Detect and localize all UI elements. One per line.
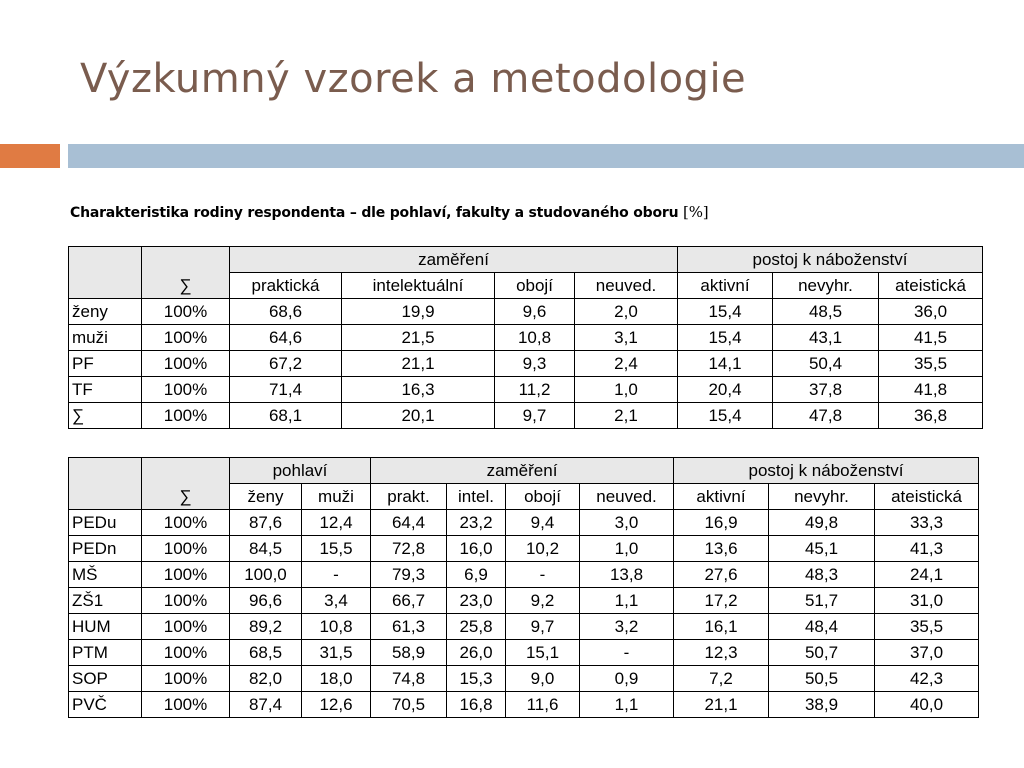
table-cell: 23,2 — [447, 510, 506, 536]
table-cell: 3,2 — [580, 614, 674, 640]
table-cell: 49,8 — [769, 510, 875, 536]
table-body — [69, 510, 979, 718]
table-cell: 100% — [142, 562, 230, 588]
table-cell: 68,1 — [230, 403, 342, 429]
row-label: PEDn — [69, 536, 142, 562]
table-cell: 35,5 — [879, 351, 983, 377]
corner-cell — [69, 458, 142, 510]
sub-header-cell: ateistická — [875, 484, 979, 510]
table-cell: 7,2 — [674, 666, 769, 692]
sum-header: ∑ — [142, 458, 230, 510]
row-label: PEDu — [69, 510, 142, 536]
table-cell: 20,4 — [678, 377, 773, 403]
table-cell: 82,0 — [230, 666, 302, 692]
group-header-orientation: zaměření — [230, 247, 678, 273]
table-body — [69, 299, 983, 429]
table-row — [69, 640, 979, 666]
table-cell: 100% — [142, 510, 230, 536]
group-header-religion: postoj k náboženství — [678, 247, 983, 273]
group-header-religion: postoj k náboženství — [674, 458, 979, 484]
table-cell: - — [302, 562, 371, 588]
table-row — [69, 299, 983, 325]
table-row — [69, 588, 979, 614]
corner-cell — [69, 247, 142, 299]
table-cell: 50,4 — [773, 351, 879, 377]
row-label: MŠ — [69, 562, 142, 588]
table-cell: 31,0 — [875, 588, 979, 614]
table-cell: 21,1 — [674, 692, 769, 718]
table-cell: 15,4 — [678, 299, 773, 325]
table-row — [69, 325, 983, 351]
accent-bar-blue — [68, 144, 1024, 168]
caption-unit: [%] — [683, 203, 709, 221]
table-cell: 21,5 — [342, 325, 495, 351]
table-cell: 48,5 — [773, 299, 879, 325]
accent-bar-orange — [0, 144, 60, 168]
table-family-by-field — [68, 457, 979, 718]
row-label: TF — [69, 377, 142, 403]
table-cell: 12,3 — [674, 640, 769, 666]
table-cell: 26,0 — [447, 640, 506, 666]
table-cell: 66,7 — [371, 588, 447, 614]
table-cell: 100,0 — [230, 562, 302, 588]
table-cell: 96,6 — [230, 588, 302, 614]
table-cell: 100% — [142, 325, 230, 351]
table-cell: 13,6 — [674, 536, 769, 562]
table-cell: 3,4 — [302, 588, 371, 614]
table-cell: 3,0 — [580, 510, 674, 536]
table-cell: 87,4 — [230, 692, 302, 718]
sub-header-cell: ženy — [230, 484, 302, 510]
table-row — [69, 510, 979, 536]
table-row — [69, 536, 979, 562]
table-cell: 64,4 — [371, 510, 447, 536]
sub-header-cell: aktivní — [678, 273, 773, 299]
table-family-by-gender-faculty — [68, 246, 983, 429]
table-cell: 87,6 — [230, 510, 302, 536]
group-header-orientation: zaměření — [371, 458, 674, 484]
table-cell: 21,1 — [342, 351, 495, 377]
table-cell: 23,0 — [447, 588, 506, 614]
row-label: SOP — [69, 666, 142, 692]
table-cell: 48,3 — [769, 562, 875, 588]
table-cell: 10,8 — [495, 325, 575, 351]
table-cell: 27,6 — [674, 562, 769, 588]
row-label: HUM — [69, 614, 142, 640]
table-cell: 18,0 — [302, 666, 371, 692]
table-cell: 19,9 — [342, 299, 495, 325]
table-cell: 40,0 — [875, 692, 979, 718]
sub-header-cell: obojí — [495, 273, 575, 299]
table-row — [69, 666, 979, 692]
table-cell: 9,3 — [495, 351, 575, 377]
table-cell: 1,1 — [580, 588, 674, 614]
row-label: ženy — [69, 299, 142, 325]
table-cell: 20,1 — [342, 403, 495, 429]
table-cell: 2,4 — [575, 351, 678, 377]
table-cell: 100% — [142, 640, 230, 666]
table-cell: 74,8 — [371, 666, 447, 692]
table-cell: 9,4 — [506, 510, 580, 536]
table-cell: 37,0 — [875, 640, 979, 666]
table-cell: 38,9 — [769, 692, 875, 718]
table-cell: 41,3 — [875, 536, 979, 562]
sub-header-cell: aktivní — [674, 484, 769, 510]
table-cell: 35,5 — [875, 614, 979, 640]
table-cell: 1,0 — [575, 377, 678, 403]
table-row — [69, 614, 979, 640]
table-cell: 2,1 — [575, 403, 678, 429]
table-cell: 36,8 — [879, 403, 983, 429]
table-cell: 50,7 — [769, 640, 875, 666]
table-cell: 1,0 — [580, 536, 674, 562]
table-cell: 51,7 — [769, 588, 875, 614]
table-cell: 15,5 — [302, 536, 371, 562]
sub-header-cell: prakt. — [371, 484, 447, 510]
table-cell: 0,9 — [580, 666, 674, 692]
row-label: ∑ — [69, 403, 142, 429]
table-cell: 13,8 — [580, 562, 674, 588]
table-row — [69, 403, 983, 429]
table-cell: 15,4 — [678, 403, 773, 429]
table-cell: 100% — [142, 536, 230, 562]
table-cell: 10,2 — [506, 536, 580, 562]
table-cell: 84,5 — [230, 536, 302, 562]
slide-title: Výzkumný vzorek a metodologie — [80, 56, 747, 102]
table-cell: 41,8 — [879, 377, 983, 403]
table-cell: 42,3 — [875, 666, 979, 692]
table-cell: 100% — [142, 692, 230, 718]
sub-header-cell: intel. — [447, 484, 506, 510]
table-cell: 16,8 — [447, 692, 506, 718]
table-cell: 68,6 — [230, 299, 342, 325]
table-cell: 10,8 — [302, 614, 371, 640]
table-cell: 15,1 — [506, 640, 580, 666]
table-cell: 3,1 — [575, 325, 678, 351]
table-cell: 11,2 — [495, 377, 575, 403]
sub-header-cell: neuved. — [580, 484, 674, 510]
table-row — [69, 351, 983, 377]
table-cell: 67,2 — [230, 351, 342, 377]
table-cell: 100% — [142, 614, 230, 640]
table-cell: 100% — [142, 377, 230, 403]
table-cell: 71,4 — [230, 377, 342, 403]
table-cell: 9,7 — [495, 403, 575, 429]
table-cell: 33,3 — [875, 510, 979, 536]
table-cell: 100% — [142, 299, 230, 325]
sub-header-cell: intelektuální — [342, 273, 495, 299]
sub-header-cell: muži — [302, 484, 371, 510]
row-label: muži — [69, 325, 142, 351]
table-cell: 36,0 — [879, 299, 983, 325]
group-header-gender: pohlaví — [230, 458, 371, 484]
table-cell: 17,2 — [674, 588, 769, 614]
caption-text: Charakteristika rodiny respondenta – dle pohlaví, fakulty a studovaného oboru — [70, 205, 679, 221]
table-cell: 100% — [142, 351, 230, 377]
table-caption — [70, 203, 708, 221]
row-label: PF — [69, 351, 142, 377]
table-cell: 25,8 — [447, 614, 506, 640]
table-cell: 15,3 — [447, 666, 506, 692]
table-cell: 9,7 — [506, 614, 580, 640]
table-cell: 41,5 — [879, 325, 983, 351]
row-label: PTM — [69, 640, 142, 666]
table-cell: 12,4 — [302, 510, 371, 536]
table-cell: 79,3 — [371, 562, 447, 588]
table-cell: 50,5 — [769, 666, 875, 692]
table-cell: 14,1 — [678, 351, 773, 377]
table-row — [69, 692, 979, 718]
table-cell: 24,1 — [875, 562, 979, 588]
sub-header-cell: nevyhr. — [773, 273, 879, 299]
table-cell: 11,6 — [506, 692, 580, 718]
table-cell: 9,2 — [506, 588, 580, 614]
table-cell: 43,1 — [773, 325, 879, 351]
table-cell: 68,5 — [230, 640, 302, 666]
table-cell: 37,8 — [773, 377, 879, 403]
sub-header-cell: obojí — [506, 484, 580, 510]
table-cell: 100% — [142, 666, 230, 692]
table-cell: 16,3 — [342, 377, 495, 403]
table-cell: - — [580, 640, 674, 666]
table-cell: 31,5 — [302, 640, 371, 666]
table-cell: 100% — [142, 588, 230, 614]
table-cell: 64,6 — [230, 325, 342, 351]
sub-header-cell: neuved. — [575, 273, 678, 299]
table-cell: 16,1 — [674, 614, 769, 640]
table-cell: 89,2 — [230, 614, 302, 640]
table-cell: 6,9 — [447, 562, 506, 588]
row-label: PVČ — [69, 692, 142, 718]
table-cell: 12,6 — [302, 692, 371, 718]
table-cell: 48,4 — [769, 614, 875, 640]
row-label: ZŠ1 — [69, 588, 142, 614]
table-row — [69, 377, 983, 403]
sub-header-cell: nevyhr. — [769, 484, 875, 510]
table-cell: 58,9 — [371, 640, 447, 666]
table-cell: - — [506, 562, 580, 588]
table-cell: 2,0 — [575, 299, 678, 325]
table-cell: 9,6 — [495, 299, 575, 325]
table-cell: 16,9 — [674, 510, 769, 536]
table-cell: 61,3 — [371, 614, 447, 640]
table-cell: 47,8 — [773, 403, 879, 429]
sub-header-cell: ateistická — [879, 273, 983, 299]
sum-header: ∑ — [142, 247, 230, 299]
table-cell: 45,1 — [769, 536, 875, 562]
table-cell: 15,4 — [678, 325, 773, 351]
table-cell: 16,0 — [447, 536, 506, 562]
table-cell: 1,1 — [580, 692, 674, 718]
sub-header-cell: praktická — [230, 273, 342, 299]
table-cell: 70,5 — [371, 692, 447, 718]
table-cell: 9,0 — [506, 666, 580, 692]
table-row — [69, 562, 979, 588]
table-cell: 100% — [142, 403, 230, 429]
table-cell: 72,8 — [371, 536, 447, 562]
